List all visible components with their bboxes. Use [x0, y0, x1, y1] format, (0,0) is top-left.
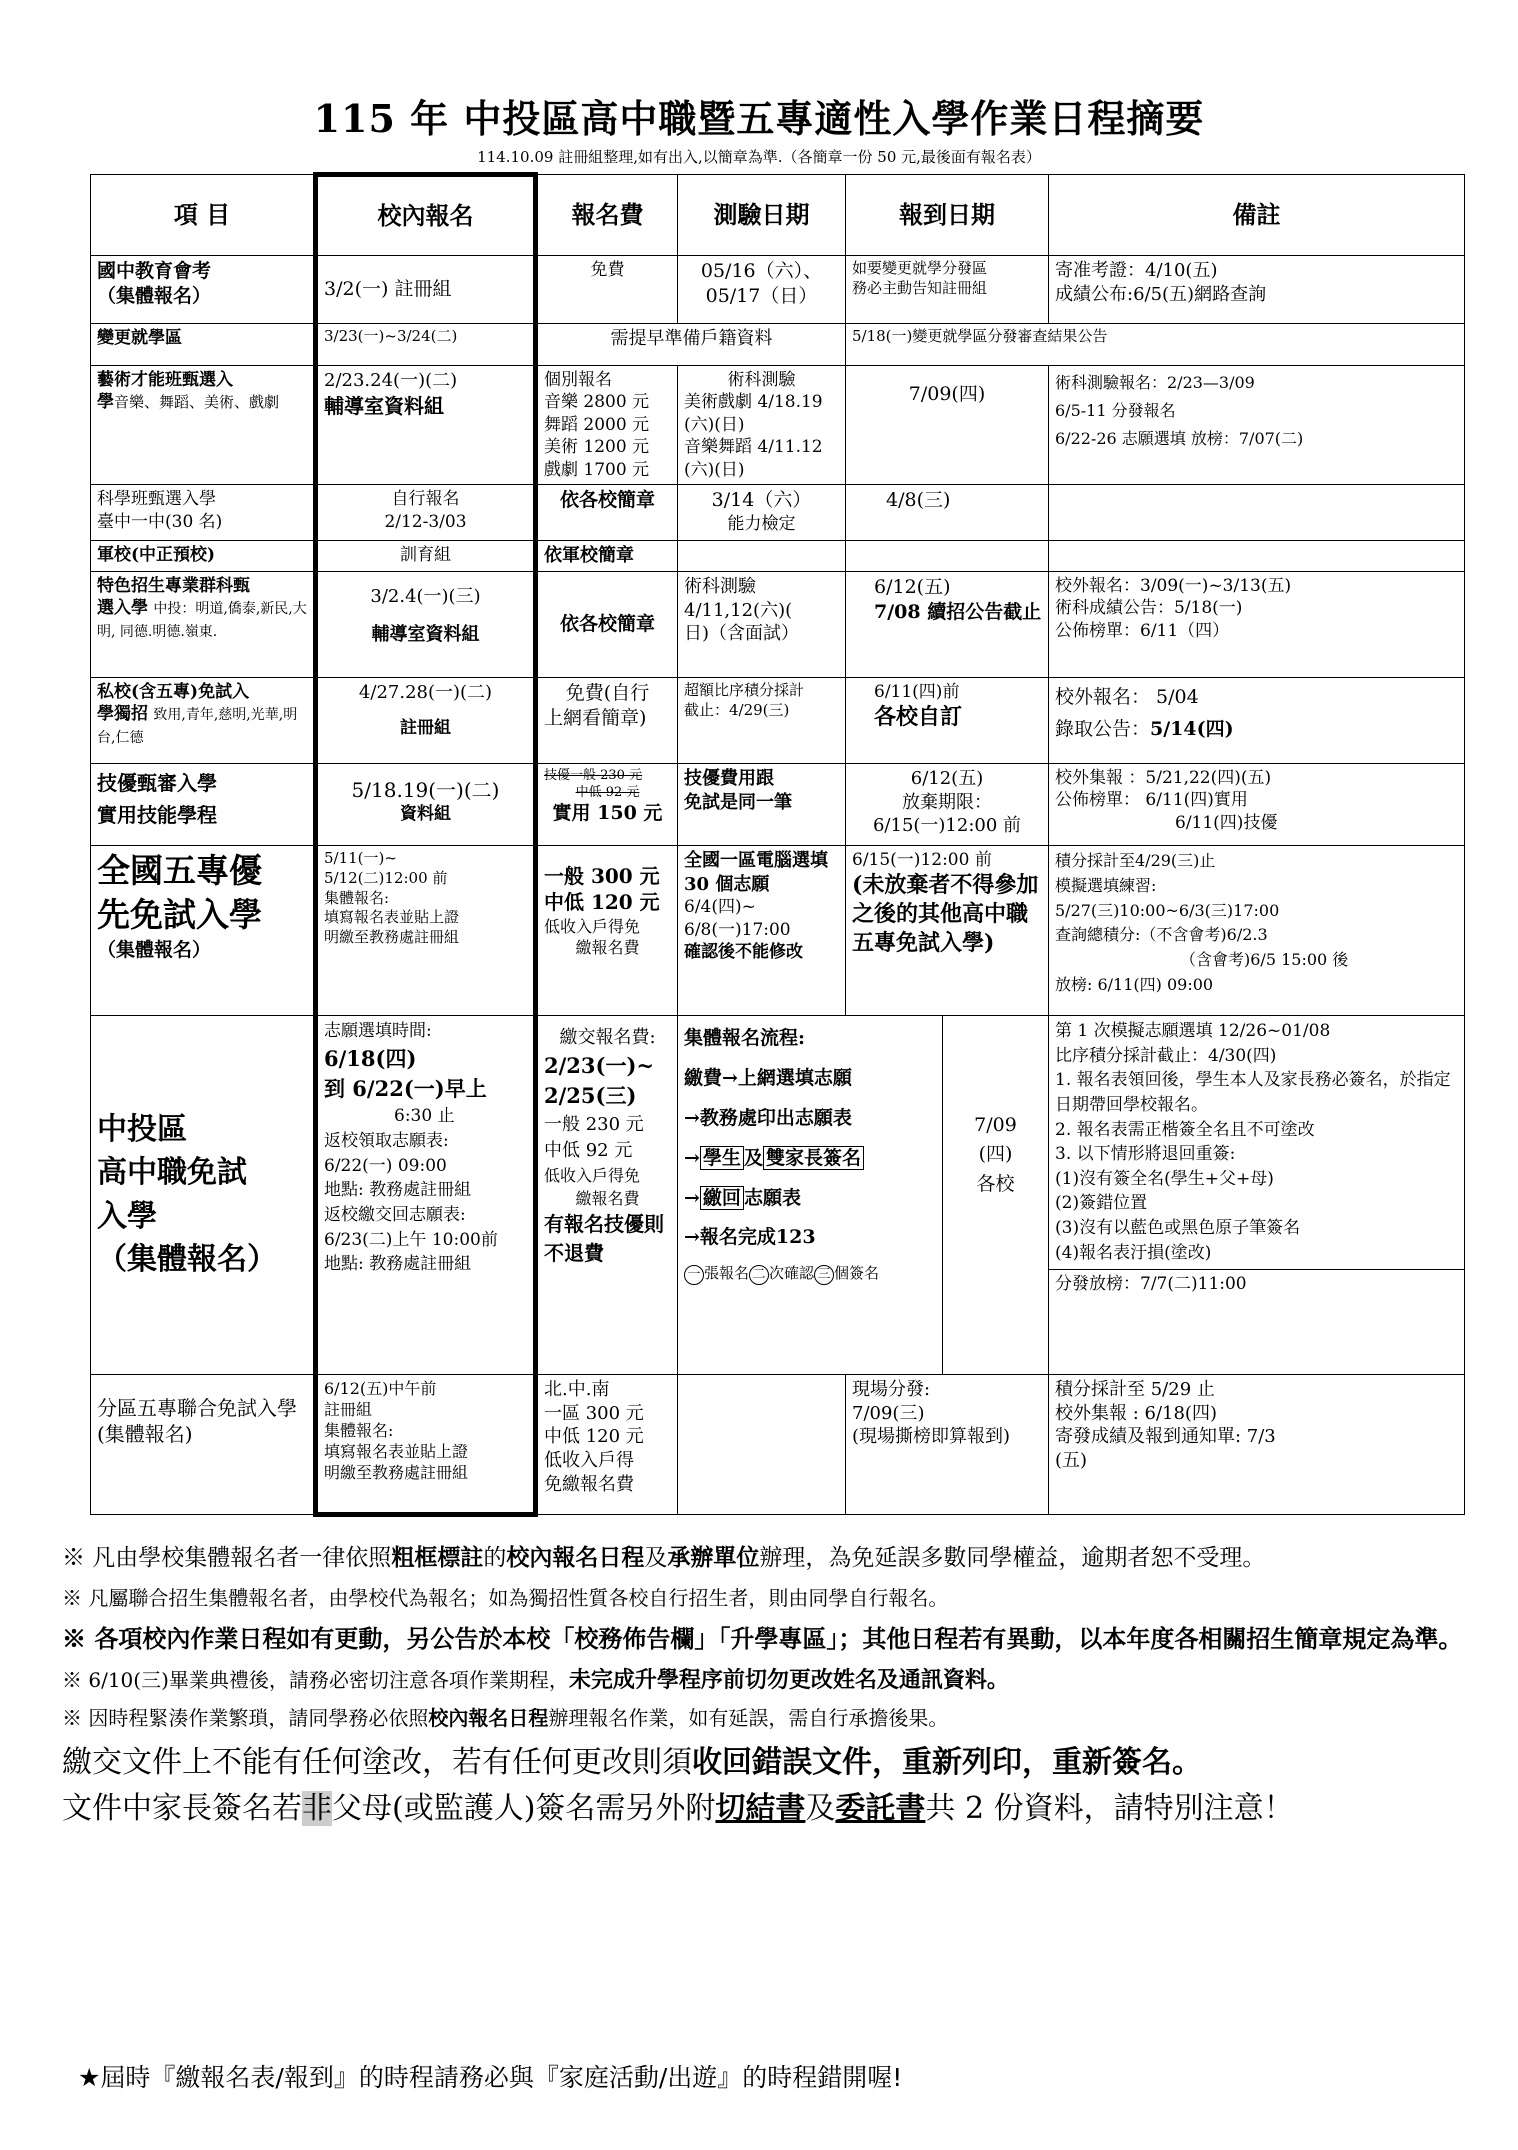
row-item: 變更就學區 [91, 324, 316, 366]
row-item: 中投區 高中職免試 入學 （集體報名） [91, 1015, 316, 1374]
row-test: 05/16（六）、 05/17（日） [678, 256, 846, 324]
row-item: 藝術才能班甄選入 學音樂、舞蹈、美術、戲劇 [91, 366, 316, 485]
row-item: 技優甄審入學 實用技能學程 [91, 763, 316, 845]
footer-reminder: ★屆時『繳報名表/報到』的時程請務必與『家庭活動/出遊』的時程錯開喔! [78, 2063, 903, 2092]
row-note: 寄准考證：4/10(五) 成績公布:6/5(五)網路查詢 [1049, 256, 1465, 324]
page-title: 115 年 中投區高中職暨五專適性入學作業日程摘要 [313, 96, 1205, 141]
note-6: 繳交文件上不能有任何塗改，若有任何更改則須收回錯誤文件，重新列印，重新簽名。 [62, 1744, 1202, 1780]
row-report: 6/12(五) 放棄期限： 6/15(一)12:00 前 [846, 763, 1049, 845]
note-2: ※ 凡屬聯合招生集體報名者，由學校代為報名；如為獨招性質各校自行招生者，則由同學自行報名。 [62, 1585, 949, 1610]
row-item: 國中教育會考 （集體報名） [91, 256, 316, 324]
table-row [91, 1374, 1465, 1514]
row-note: 校外報名： 5/04 錄取公告：5/14(四) [1049, 677, 1465, 763]
row-test: 超額比序積分採計 截止：4/29(三) [678, 677, 846, 763]
row-test: 技優費用跟 免試是同一筆 [678, 763, 846, 845]
row-report: 如要變更就學分發區 務必主動告知註冊組 [846, 256, 1049, 324]
table-row [91, 366, 1465, 485]
table-row [91, 256, 1465, 324]
row-fee: 免費 [536, 256, 678, 324]
row-report: 現場分發: 7/09(三) (現場撕榜即算報到) [846, 1374, 1049, 1514]
row-fee: 技優一般 230 元 中低 92 元 實用 150 元 [536, 763, 678, 845]
row-report: 7/09(四) [846, 366, 1049, 485]
col-header-notes: 備註 [1049, 175, 1465, 256]
row-reg: 3/23(一)~3/24(二) [316, 324, 536, 366]
row-report: 6/12(五) 7/08 續招公告截止 [846, 571, 1049, 677]
row-reg: 4/27.28(一)(二) 註冊組 [316, 677, 536, 763]
col-header-fee: 報名費 [536, 175, 678, 256]
table-row [91, 1015, 1465, 1374]
row-item: 特色招生專業群科甄 選入學 中投：明道,僑泰,新民,大明, 同德.明德.嶺東. [91, 571, 316, 677]
row-reg: 6/12(五)中午前 註冊組 集體報名: 填寫報名表並貼上證 明繳至教務處註冊組 [316, 1374, 536, 1514]
col-header-item: 項 目 [91, 175, 316, 256]
row-reg: 5/11(一)~ 5/12(二)12:00 前 集體報名: 填寫報名表並貼上證 明繳至教務處註冊組 [316, 845, 536, 1015]
table-row [91, 324, 1465, 366]
row-note [1049, 485, 1465, 541]
table-row [91, 485, 1465, 541]
row-fee: 一般 300 元 中低 120 元 低收入戶得免 繳報名費 [536, 845, 678, 1015]
row-reg: 3/2(一) 註冊組 [316, 256, 536, 324]
row-note: 積分採計至4/29(三)止 模擬選填練習: 5/27(三)10:00~6/3(三)17:00 查詢總積分:（不含會考)6/2.3 （含會考)6/5 15:00 後 放榜: 6/11(四) 09:00 [1049, 845, 1465, 1015]
row-note: 第 1 次模擬志願選填 12/26~01/08 比序積分採計截止：4/30(四) 1. 報名表領回後，學生本人及家長務必簽名，於指定日期帶回學校報名。 2. 報名表需正楷簽全名且不可塗改 3. 以下情形將退回重簽: (1)沒有簽全名(學生+父+母) (2)簽錯位置 (3)沒有以藍色或黑色原子筆簽名 (4)報名表汙損(塗改) 分發放榜：7/7(二)11:00 [1049, 1015, 1465, 1374]
row-item: 全國五專優 先免試入學 （集體報名） [91, 845, 316, 1015]
row-item: 科學班甄選入學 臺中一中(30 名) [91, 485, 316, 541]
row-report-note: 5/18(一)變更就學區分發審查結果公告 [846, 324, 1465, 366]
row-report [846, 541, 1049, 572]
col-header-test-date: 測驗日期 [678, 175, 846, 256]
row-reg: 2/23.24(一)(二) 輔導室資料組 [316, 366, 536, 485]
row-fee: 個別報名 音樂 2800 元 舞蹈 2000 元 美術 1200 元 戲劇 1700 元 [536, 366, 678, 485]
three-one-rule: 一 張報名 二 次確認 三 個簽名 [684, 1258, 936, 1290]
row-reg: 3/2.4(一)(三) 輔導室資料組 [316, 571, 536, 677]
row-note: 術科測驗報名：2/23—3/09 6/5-11 分發報名 6/22-26 志願選填 放榜：7/07(二) [1049, 366, 1465, 485]
row-item: 軍校(中正預校) [91, 541, 316, 572]
row-test: 全國一區電腦選填 30 個志願 6/4(四)~ 6/8(一)17:00 確認後不能修改 [678, 845, 846, 1015]
row-fee: 依各校簡章 [536, 571, 678, 677]
row-fee: 依各校簡章 [536, 485, 678, 541]
note-7: 文件中家長簽名若非父母(或監護人)簽名需另外附切結書及委託書共 2 份資料，請特別注意！ [62, 1791, 1294, 1827]
note-4: ※ 6/10(三)畢業典禮後，請務必密切注意各項作業期程，未完成升學程序前切勿更改姓名及通訊資料。 [62, 1666, 1009, 1693]
table-header-row [91, 175, 1465, 256]
row-item: 分區五專聯合免試入學(集體報名) [91, 1374, 316, 1514]
row-note [1049, 541, 1465, 572]
row-fee: 依軍校簡章 [536, 541, 678, 572]
note-1: ※ 凡由學校集體報名者一律依照粗框標註的校內報名日程及承辦單位辦理，為免延誤多數同學權益，逾期者恕不受理。 [62, 1544, 1266, 1571]
col-header-school-reg: 校內報名 [316, 175, 536, 256]
row-fee-test: 需提早準備戶籍資料 [536, 324, 846, 366]
note-5: ※ 因時程緊湊作業繁瑣，請同學務必依照校內報名日程辦理報名作業，如有延誤，需自行承擔後果。 [62, 1705, 949, 1730]
row-test: 3/14（六） 能力檢定 [678, 485, 846, 541]
row-fee: 北.中.南 一區 300 元 中低 120 元 低收入戶得 免繳報名費 [536, 1374, 678, 1514]
page-subtitle: 114.10.09 註冊組整理,如有出入,以簡章為準.（各簡章一份 50 元,最後面有報名表） [477, 148, 1041, 166]
row-report: 4/8(三) [846, 485, 1049, 541]
row-fee: 繳交報名費: 2/23(一)~ 2/25(三) 一般 230 元 中低 92 元 低收入戶得免 繳報名費 有報名技優則不退費 [536, 1015, 678, 1374]
flow-steps: 集體報名流程: 繳費→上網選填志願 →教務處印出志願表 → 學生 及 雙家長簽名 → 繳回 志願表 →報名完成123 一 張報名 二 次確認 三 個簽名 [678, 1016, 942, 1374]
table-row [91, 571, 1465, 677]
table-row [91, 541, 1465, 572]
row-reg: 志願選填時間: 6/18(四) 到 6/22(一)早上 6:30 止 返校領取志願表: 6/22(一) 09:00 地點: 教務處註冊組 返校繳交回志願表: 6/23(二)上午 10:00前 地點: 教務處註冊組 [316, 1015, 536, 1374]
note-3: ※ 各項校內作業日程如有更動，另公告於本校「校務佈告欄」「升學專區」；其他日程若有異動，以本年度各相關招生簡章規定為準。 [62, 1623, 1463, 1653]
col-header-report-date: 報到日期 [846, 175, 1049, 256]
row-flow-report [678, 1015, 1049, 1374]
row-fee: 免費(自行 上網看簡章) [536, 677, 678, 763]
row-report: 6/11(四)前 各校自訂 [846, 677, 1049, 763]
table-row [91, 677, 1465, 763]
row-test [678, 541, 846, 572]
row-test [678, 1374, 846, 1514]
row-test: 術科測驗 美術戲劇 4/18.19 (六)(日) 音樂舞蹈 4/11.12 (六)(日) [678, 366, 846, 485]
schedule-table [90, 172, 1465, 1517]
row-reg: 5/18.19(一)(二) 資料組 [316, 763, 536, 845]
row-note: 校外報名：3/09(一)~3/13(五) 術科成績公告：5/18(一) 公佈榜單：6/11（四） [1049, 571, 1465, 677]
row-note: 校外集報 ：5/21,22(四)(五) 公佈榜單： 6/11(四)實用 6/11(四)技優 [1049, 763, 1465, 845]
row-test: 術科測驗 4/11,12(六)( 日)（含面試） [678, 571, 846, 677]
row-report: 7/09 (四) 各校 [942, 1016, 1048, 1374]
row-reg: 自行報名 2/12-3/03 [316, 485, 536, 541]
table-row [91, 763, 1465, 845]
row-note: 積分採計至 5/29 止 校外集報 : 6/18(四) 寄發成績及報到通知單: 7/3 (五) [1049, 1374, 1465, 1514]
table-row [91, 845, 1465, 1015]
row-item: 私校(含五專)免試入 學獨招 致用,青年,慈明,光華,明台,仁德 [91, 677, 316, 763]
row-report: 6/15(一)12:00 前 (未放棄者不得參加之後的其他高中職五專免試入學) [846, 845, 1049, 1015]
notes-section [62, 1540, 1472, 1833]
row-reg: 訓育組 [316, 541, 536, 572]
